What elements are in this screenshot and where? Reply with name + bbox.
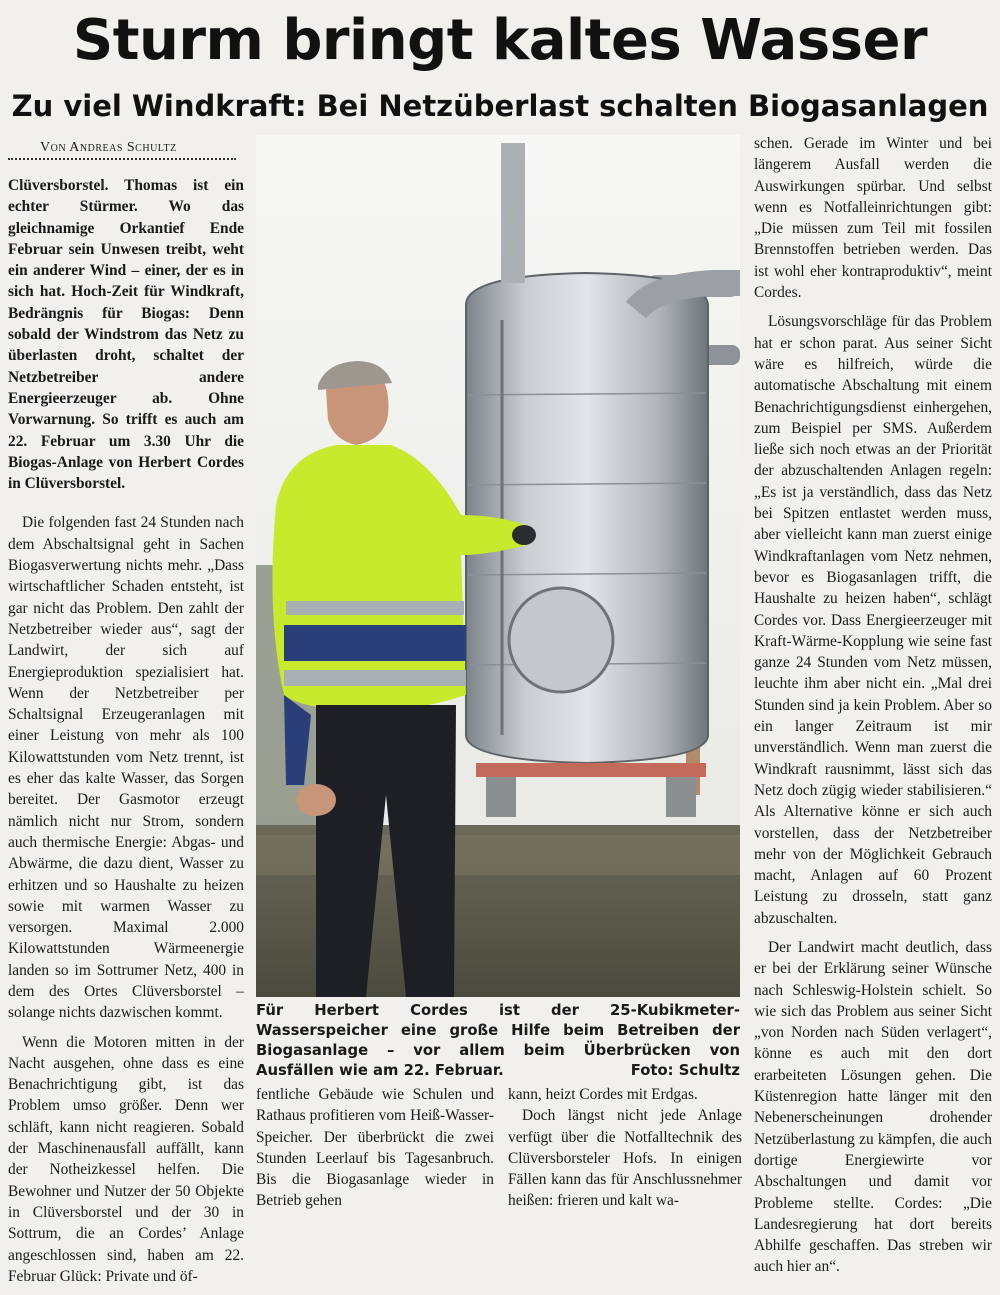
body-paragraph: Wenn die Motoren mitten in der Nacht ausgehen, ohne dass es eine Benachrichtigung gibt, ist das Problem umso größer. Denn wer schläft, kann nicht reagieren. Sobald der Maschinenausfall auffällt, kann der Notheizkessel helfen. Die Bewohner und Nutzer der 50 Objekte in Clüversborstel und der 30 in Sottrum, die an Cordes’ Anlage angeschlossen sind, haben am 22. Februar Glück: Private und öf-: [8, 1033, 244, 1285]
body-paragraph: kann, heizt Cordes mit Erdgas.: [508, 1086, 698, 1103]
photo-farmer-water-tank: [256, 135, 740, 997]
headline: Sturm bringt kaltes Wasser: [72, 8, 928, 73]
body-paragraph: Lösungsvorschläge für das Problem hat er schon parat. Aus seiner Sicht wäre es hilfreich, würde die automatische Abschaltung mit einem Benachrichtigungsdienst einhergehen, zum Beispiel per SMS. Außerdem ließe sich noch etwas an der Priorität der abzuschaltenden Anlagen regeln: „Es ist ja verständlich, dass das Netz bei Spitzen entlastet werden muss, aber vielleicht kann man zuerst einige Windkraftanlagen vom Netz nehmen, bevor es Biogasanlagen trifft, die Haushalte zu heizen haben“, schlägt Cordes vor. Dass Energieerzeuger mit Kraft-Wärme-Kopplung wie seine fast ganze 24 Stunden vom Netz müssen, leuchte ihm aber nicht ein. „Mal drei Stunden sind ja kein Problem. Aber so ein langer Zeitraum ist mir unverständlich. Wenn man zuerst die Windkraft rausnimmt, lässt sich das Netz doch zügig wieder stabilisieren.“ Als Alternative könne er sich auch vorstellen, dass der Netzbetreiber mehr von der Möglichkeit Gebrauch macht, Anlagen auf 60 Prozent Leistung zu drosseln, statt ganz abzuschalten.: [754, 313, 992, 927]
subheadline: Zu viel Windkraft: Bei Netzüberlast schalten Biogasanlagen: [11, 89, 989, 123]
article-column-3: [508, 1084, 742, 1220]
body-paragraph: Der Landwirt macht deutlich, dass er bei der Erklärung seiner Wünsche nach Schleswig-Holstein schielt. So wie sich das Problem aus seiner Sicht „von Norden nach Süden verlagert“, könne es auch mit den dort erarbeiteten Lösungen gehen. Die Küstenregion hatte länger mit den Nebenerscheinungen drohender Netzüberlastung zu kämpfen, die auch dortige Energiewirte vor Abschaltungen und damit vor Probleme stellte. Cordes: „Die Landesregierung hat dort bereits Abhilfe geschaffen. Das streben wir auch hier an“.: [754, 938, 992, 1276]
photo-caption: [256, 1001, 740, 1081]
article-column-1: [8, 175, 244, 1295]
article-photo: [256, 135, 740, 997]
article-column-2: [256, 1084, 494, 1220]
photo-credit: Foto: Schultz: [630, 1062, 740, 1079]
body-paragraph: Die folgenden fast 24 Stunden nach dem Abschaltsignal geht in Sachen Biogasverwertung nichts mehr. „Dass wirtschaftlicher Schaden entsteht, ist gar nicht das Problem. Den zahlt der Netzbetreiber wieder aus“, sagt der Landwirt, der sich auf Energieproduktion spezialisiert hat. Wenn der Netzbetreiber per Schaltsignal Erzeugeranlagen mit einer Leistung von mehr als 100 Kilowattstunden vom Netz trennt, ist es eher das kalte Wasser, das Sorgen bereitet. Der Gasmotor erzeugt nämlich nicht nur Strom, sondern auch thermische Energie: Abgas- und Abwärme, die dazu dient, Wasser zu erhitzen und so Haushalte zu heizen sowie mit warmen Wasser zu versorgen. Maximal 2.000 Kilowattstunden Wärmeenergie landen so im Sottrumer Netz, 400 in dem des Ortes Clüversborstel – solange nichts dazwischen kommt.: [8, 514, 244, 1022]
body-paragraph: Doch längst nicht jede Anlage verfügt über die Notfalltechnik des Clüversborsteler Hofs. In einigen Fällen kann das für Anschlussnehmer heißen: frieren und kalt wa-: [508, 1107, 742, 1210]
body-paragraph: schen. Gerade im Winter und bei längerem Ausfall werden die Auswirkungen spürbar. Und selbst wenn es Notfalleinrichtungen gibt: „Die müssen zum Teil mit fossilen Brennstoffen betrieben werden. Das ist wohl eher kontraproduktiv“, meint Cordes.: [754, 135, 992, 302]
body-paragraph: fentliche Gebäude wie Schulen und Rathaus profitieren vom Heiß-Wasser-Speicher. Der überbrückt die zwei Stunden Leerlauf bis Tagesanbruch. Bis die Biogasanlage wieder in Betrieb gehen: [256, 1086, 494, 1210]
byline: Von Andreas Schultz: [8, 140, 236, 160]
caption-text: Für Herbert Cordes ist der 25-Kubikmeter-Wasserspeicher eine große Hilfe beim Betreiben der Biogasanlage – vor allem beim Überbrücken von Ausfällen wie am 22. Februar.: [256, 1002, 740, 1079]
lead-paragraph: Clüversborstel. Thomas ist ein echter Stürmer. Wo das gleichnamige Orkantief Ende Februar sein Unwesen treibt, weht ein anderer Wind – einer, der es in sich hat. Hoch-Zeit für Windkraft, Bedrängnis für Biogas: Denn sobald der Windstrom das Netz zu überlasten droht, schaltet der Netzbetreiber andere Energieerzeuger ab. Ohne Vorwarnung. So trifft es auch am 22. Februar um 3.30 Uhr die Biogas-Anlage von Herbert Cordes in Clüversborstel.: [8, 177, 244, 493]
article-column-4: [754, 133, 992, 1286]
